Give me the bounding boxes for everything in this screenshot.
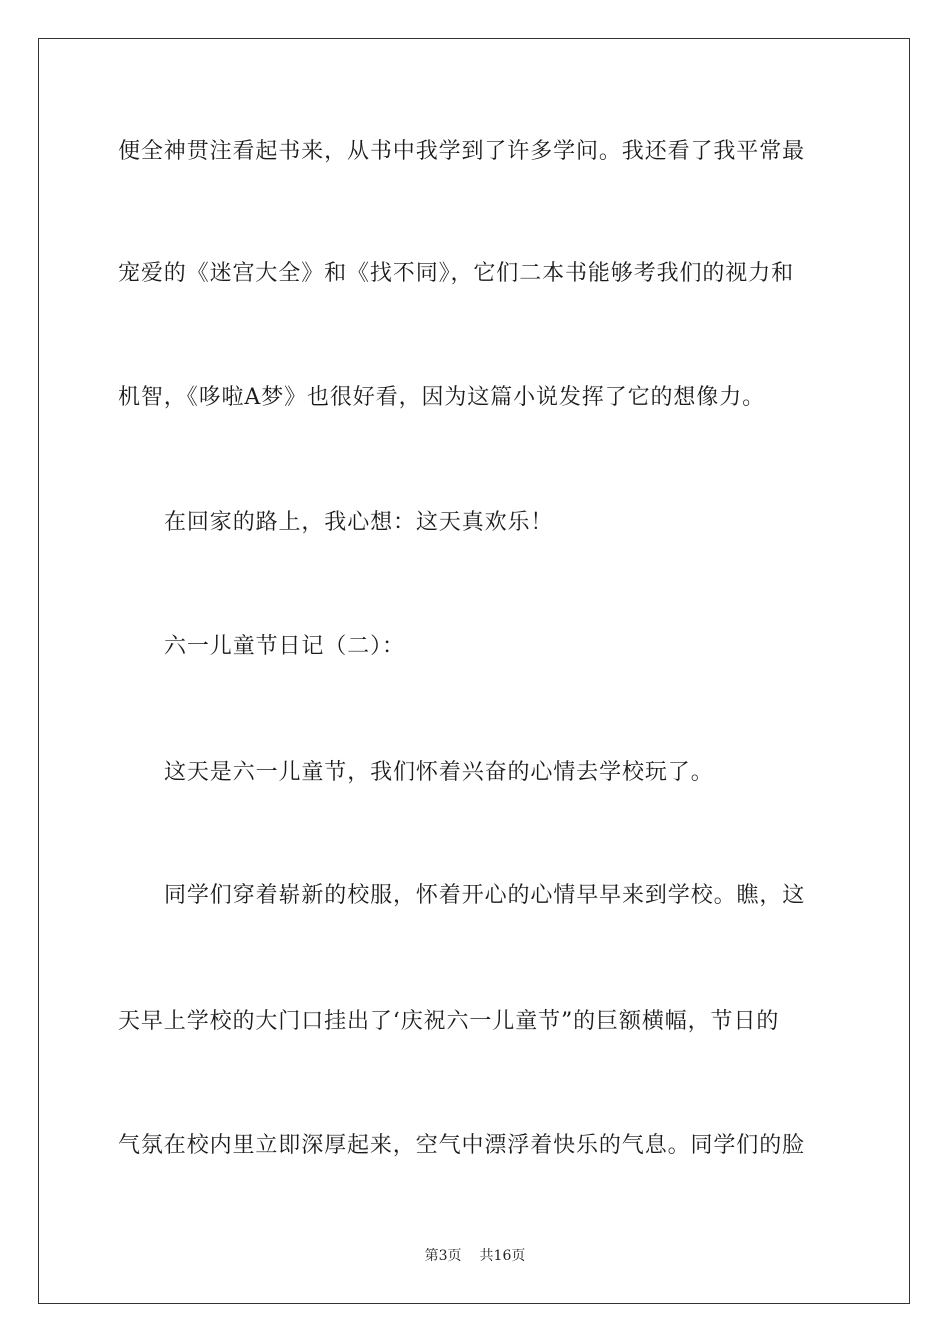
- page-footer: [0, 1246, 950, 1266]
- body-text-line: 这天是六一儿童节，我们怀着兴奋的心情去学校玩了。: [164, 760, 714, 785]
- page-border: [38, 38, 910, 1304]
- body-text-line: 便全神贯注看起书来，从书中我学到了许多学问。我还看了我平常最: [118, 139, 806, 164]
- body-text-line: 机智，《哆啦A梦》也很好看，因为这篇小说发挥了它的想像力。: [118, 385, 765, 410]
- page-total: 共16页: [479, 1248, 526, 1264]
- body-text-line: 天早上学校的大门口挂出了‘庆祝六一儿童节”的巨额横幅，节日的: [118, 1009, 780, 1034]
- section-heading: 六一儿童节日记（二）：: [164, 634, 405, 659]
- body-text-line: 宠爱的《迷宫大全》和《找不同》，它们二本书能够考我们的视力和: [118, 261, 795, 286]
- body-text-line: 在回家的路上，我心想：这天真欢乐！: [164, 510, 554, 535]
- body-text-line: 同学们穿着崭新的校服，怀着开心的心情早早来到学校。瞧，这: [164, 883, 806, 908]
- page-number: 第3页: [424, 1248, 462, 1264]
- body-text-line: 气氛在校内里立即深厚起来，空气中漂浮着快乐的气息。同学们的脸: [118, 1133, 806, 1158]
